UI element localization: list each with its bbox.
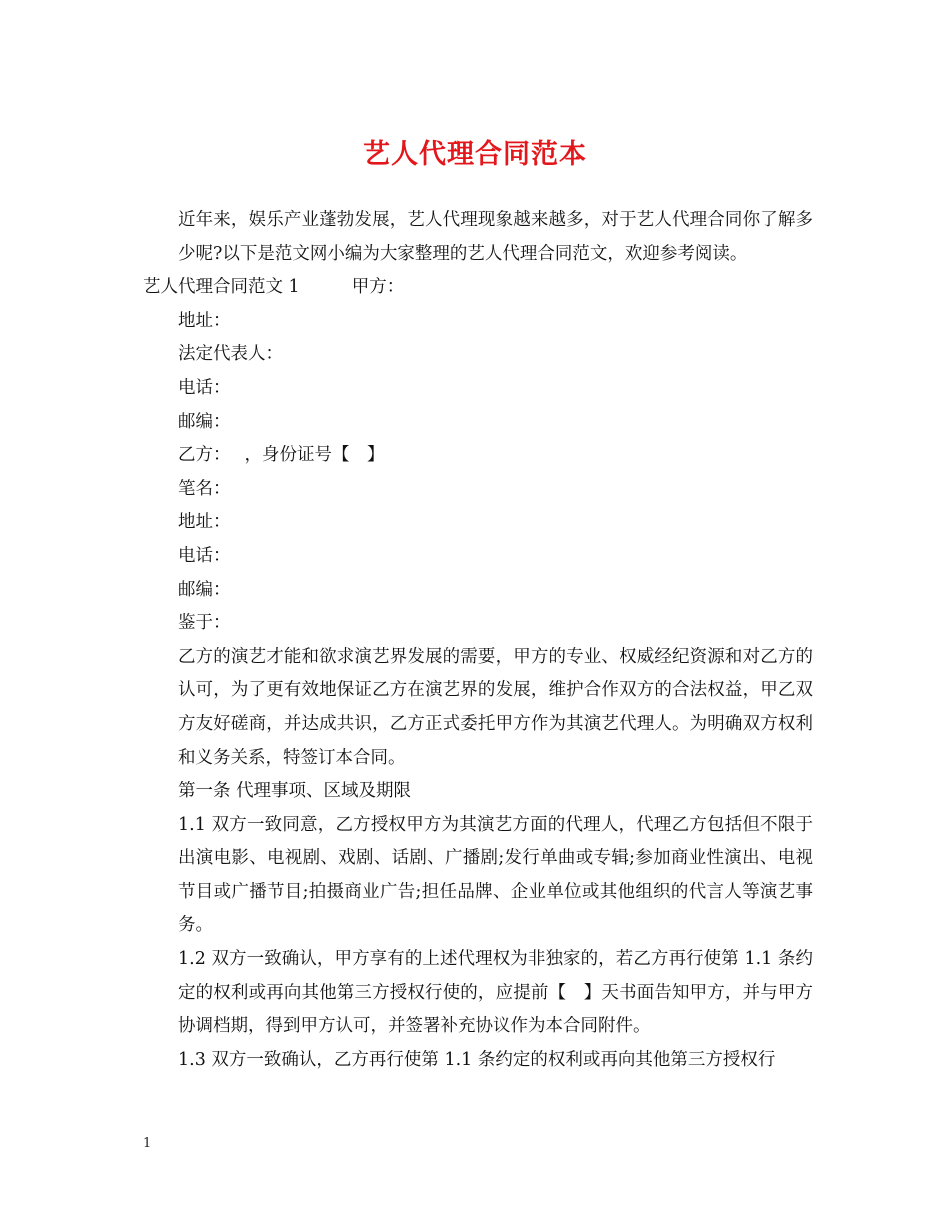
- sample-heading-line: [143, 271, 813, 305]
- party-b-phone: 电话：: [178, 545, 231, 566]
- whereas-label: 鉴于：: [178, 613, 231, 634]
- page-number: 1: [143, 1136, 152, 1151]
- party-b-postcode: 邮编：: [178, 579, 231, 600]
- party-b-pen-name: 笔名：: [178, 478, 231, 499]
- clause-1-3: 1.3 双方一致确认，乙方再行使第 1.1 条约定的权利或再向其他第三方授权行: [178, 1049, 776, 1070]
- party-a-label: 甲方：: [351, 277, 405, 298]
- document-body: [143, 204, 813, 1077]
- intro-paragraph: 近年来，娱乐产业蓬勃发展，艺人代理现象越来越多，对于艺人代理合同你了解多少呢?以下是范文网小编为大家整理的艺人代理合同范文，欢迎参考阅读。: [178, 210, 813, 264]
- sample-heading: 艺人代理合同范文 1: [143, 277, 300, 298]
- party-b-label: 乙方：: [178, 445, 231, 466]
- party-a-postcode: 邮编：: [178, 411, 231, 432]
- clause-1-2: 1.2 双方一致确认，甲方享有的上述代理权为非独家的，若乙方再行使第 1.1 条约定的权利或再向其他第三方授权行使的，应提前【 】天书面告知甲方，并与甲方协调档期，得到甲方认可，并签署补充协议作为本合同附件。: [178, 949, 813, 1037]
- whereas-paragraph: 乙方的演艺才能和欲求演艺界发展的需要，甲方的专业、权威经纪资源和对乙方的认可，为了更有效地保证乙方在演艺界的发展，维护合作双方的合法权益，甲乙双方友好磋商，并达成共识，乙方正式委托甲方作为其演艺代理人。为明确双方权利和义务关系，特签订本合同。: [178, 646, 813, 768]
- article-1-heading: 第一条 代理事项、区域及期限: [178, 781, 412, 802]
- party-a-phone: 电话：: [178, 377, 231, 398]
- party-b-line: [143, 439, 813, 473]
- clause-1-1: 1.1 双方一致同意，乙方授权甲方为其演艺方面的代理人，代理乙方包括但不限于出演电影、电视剧、戏剧、话剧、广播剧;发行单曲或专辑;参加商业性演出、电视节目或广播节目;拍摄商业广告;担任品牌、企业单位或其他组织的代言人等演艺事务。: [178, 814, 813, 936]
- party-b-id: ，身份证号【 】: [244, 445, 385, 466]
- party-a-address: 地址：: [178, 310, 231, 331]
- document-title: 艺人代理合同范本: [363, 139, 587, 170]
- party-a-legal-rep: 法定代表人：: [178, 344, 283, 365]
- party-b-address: 地址：: [178, 512, 231, 533]
